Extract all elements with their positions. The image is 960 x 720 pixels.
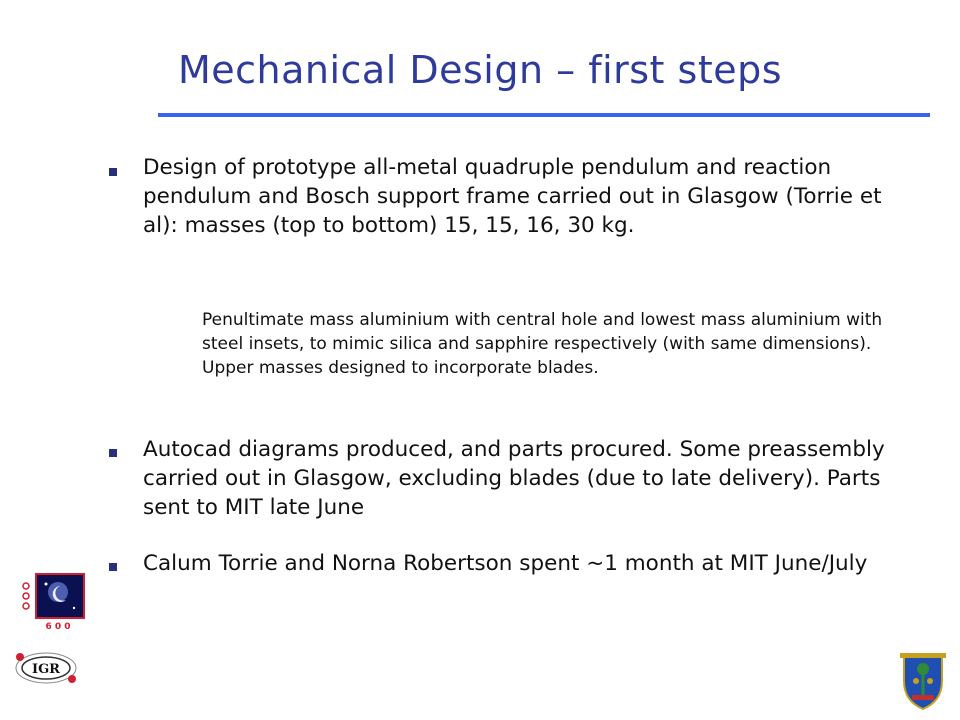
bullet-marker-2 — [109, 449, 117, 457]
igr-logo-icon — [10, 645, 82, 691]
bullet-subtext-1: Penultimate mass aluminium with central hole and lowest mass aluminium with steel insets, to mimic silica and sapphire respectively (with same dimensions). Upper masses designed to incorporate blades. — [202, 310, 883, 378]
crest-shield-icon — [898, 651, 948, 713]
igr-logo — [10, 645, 82, 691]
bullet-text-1: Design of prototype all-metal quadruple pendulum and reaction pendulum and Bosch support frame carried out in Glasgow (Torrie et al): masses (top to bottom) 15, 15, 16, 30 kg. — [143, 155, 882, 238]
geo600-logo-icon — [18, 572, 88, 632]
bullet-text-2: Autocad diagrams produced, and parts procured. Some preassembly carried out in Glasgow, excluding blades (due to late delivery). Parts sent to MIT late June — [143, 437, 885, 520]
geo600-label: 6 0 0 — [45, 622, 71, 632]
bullet-marker-1 — [109, 168, 117, 176]
geo600-logo — [18, 572, 88, 632]
bullet-marker-3 — [109, 563, 117, 571]
bullet-text-3: Calum Torrie and Norna Robertson spent ~1 month at MIT June/July — [143, 551, 868, 576]
slide-title: Mechanical Design – first steps — [177, 48, 783, 92]
igr-label: IGR — [32, 662, 60, 677]
university-crest — [898, 651, 948, 713]
